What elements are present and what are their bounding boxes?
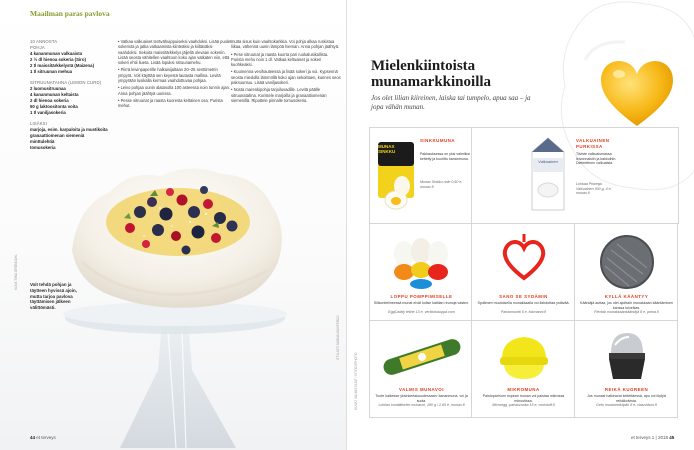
product-price: Lohilan kondiittorien munavoi, 180 g / 2,65 e, munax.fi [378, 403, 465, 407]
ingredient-item: minttulehtiä [30, 139, 55, 144]
product-grid [369, 127, 679, 420]
product-description: Tuote kaikesse yksinkertaisuudessaan: kananmuna, voi ja suola. [375, 394, 468, 403]
product-description: Silikonitelineessä munat eivät kolise kattilan reunoja vasten. [373, 301, 470, 305]
ingredient-list [30, 39, 110, 151]
product-name: SINKKUMUNA [420, 138, 456, 143]
product-card-turner [575, 224, 678, 321]
ingredient-item: 4 kananmunan keltaista [30, 92, 79, 97]
carton-label: Valkuainen [538, 159, 558, 164]
ingredient-item: marjoja, esim. karpaloita ja mustikoita [30, 127, 108, 132]
omelette-turner-image [597, 232, 657, 292]
munax-label: MUNAX SINKKU [378, 144, 396, 154]
microwave-egg-cooker-image [496, 329, 552, 385]
product-description: Tiiviste valkuaismassa leivonnaisiin ja kakkuihin. Dieteettinen valkuaista. [576, 152, 617, 166]
magazine-name-right: et terveys [631, 435, 651, 440]
ingredient-item: 2 luomusitruunaa [30, 86, 66, 91]
instruction-paragraph: • Pese sitruunat ja raasta kuorta pari ruokalusikallista. Purista mehu noin 1 dl. Vatkaa keltuaiset ja sokeri kuohkeaksi. [231, 51, 329, 68]
photo-credit-right: KUVAT VALMISTAJAT / ISTOCKPHOTO [354, 352, 358, 410]
product-description: Kääntäjä auttaa, jos olet ajoittain munakkaan kääntämisen kanssa toiveikas. [580, 301, 673, 310]
folio-right [631, 435, 674, 440]
egg-white-carton-image [528, 134, 568, 212]
product-name: REIKÄ KUOREEN [604, 387, 649, 392]
product-name: KYLLÄ KÄÄNTYY [604, 294, 649, 299]
ingredient-item: 2 tl maissitärkkelystä (Maizena) [30, 63, 95, 68]
stylist-credit: STYLISTI SANNA MUNTERUD [336, 315, 340, 360]
instruction-paragraph: mutta sisus kuin vaahtokarkkia. Voi pohja alkaa ruskistua liikaa, vähennä uunin lämpöä hieman. Anna pohjan jäähtyä. [231, 39, 340, 50]
page-number-left: 44 [30, 435, 36, 440]
ingredient-item: 1 tl vaniljasokeria [30, 110, 66, 115]
product-price: Gefu munanreikäpiiri 8 e, clasohlson.fi [596, 403, 657, 407]
ingredient-item: 1 tl sitruunan mehua [30, 69, 73, 74]
ingredient-section-heading: SITRUUNATAHNA (LEMON CURD) [30, 80, 102, 85]
product-name: VALKUAINEN PURKISSA [576, 138, 610, 149]
product-price: Microegg -paistovuoka 15 e, coolstuff.fi [492, 403, 555, 407]
product-price: EggCaddy teline 13 e, verkkokauppa.com [388, 310, 455, 314]
ingredient-item: granaattiomenan siemeniä [30, 133, 85, 138]
product-card-mikromuna [472, 321, 575, 418]
instruction-paragraph: • Leivo pohjaa uunin alatasolla 100 asteessa noin tunnin ajan. Anna pohjan jäähtyä uunissa. [118, 85, 231, 96]
product-card-egg-holder [369, 224, 472, 321]
ingredient-item: tomusokeria [30, 145, 56, 150]
instruction-paragraph: • Pesse sitruunat ja raasta kuoresta keltainen osa. Purista mehut. [118, 97, 223, 109]
product-card-sinkkumuna [369, 127, 472, 224]
issue-number: 1 | 2018 [651, 435, 668, 440]
ingredient-item: 2 ½ dl hienoa sokeria (Siro) [30, 57, 86, 62]
instruction-paragraph: • Kuumenna vesihauteessa ja lisää sokeri ja voi. Kypsennä seosta miedolla lämmöllä koko ajan sekoittaen, kunnes seos paksuuntuu. Lisää vaniljasokeri. [231, 69, 341, 86]
product-price: Lohkaa Priwega Valkuainen 500 g, 4 e, munax.fi [576, 182, 612, 196]
ingredient-item: 4 kananmunan valkuaista [30, 51, 83, 56]
instruction-paragraph: • Nosta marenkipohja tarjoiluvadille. Levitä päälle sitruunatahna. Koristele marjoilla ja granaattiomenan siemenillä. Ripottele pinnalle tomusokeria. [231, 87, 327, 103]
ingredient-section-heading: POHJA [30, 45, 45, 50]
product-price: Paistomuotti 5 e, tokmanni.fi [500, 310, 547, 314]
egg-piercer-image [603, 327, 651, 385]
product-description: Paistoparirium nopean munan voi paistaa mikrossa minuutissa. [482, 394, 565, 403]
right-page [347, 0, 694, 450]
product-description: Pakkauksessa on yksi valmiiksi keitetty ja kuorittu kananmuna. [420, 152, 470, 161]
product-card-munavoi [369, 321, 472, 418]
product-price: Munax Sinkku noin 0,60 e, munax.fi [420, 180, 463, 189]
photo-credit: KUVA TIINA GRÖNDAHL [14, 253, 18, 290]
ingredient-section-heading: LISÄKSI [30, 121, 47, 126]
product-description: Sydämen muotoisella munakkaalla voi ilahduttaa ystävää. [477, 301, 570, 305]
product-name: LOPPU POMPPIMISELLE [390, 294, 453, 299]
feature-title: Mielenkiintoista munamarkkinoilla [371, 58, 492, 90]
product-price: Flexfab munakkaankääntäjä 8 e, prima.fi [594, 310, 659, 314]
product-description: Jos munasi halkeavat keitettäessä, apu voi löytyä reikäkolvista. [587, 394, 666, 403]
recipe-title: Maailman paras pavlova [30, 9, 110, 18]
magazine-name-left: et terveys [36, 435, 56, 440]
photo-caption: Voit tehdä pohjan ja täytteen hyvissä ajoin, mutta tarjoa pavlova täyttämisen jälkeen välittömästi. [30, 282, 77, 311]
page-number-right: 45 [669, 435, 675, 440]
heart-mold-image [500, 234, 548, 290]
feature-dek: Jos olet lilian kiireinen, laiska tai tumpelo, apua saa – ja jopa vähän munan. [371, 94, 531, 111]
silicone-egg-holders-image [390, 234, 452, 290]
instructions-column-2 [231, 39, 341, 105]
instruction-paragraph: • Piirrä leivinpaperille halkaisijaltaan 20–25 senttimetrin ympyrä. Voit käyttää sen keyestä lautasta mallina. Levitä ympyrään lusikalla kermaa vaahdottuvaa pohjaa. [118, 67, 221, 84]
instructions-column-1 [118, 39, 232, 111]
product-name: SANO SE SYDÄMIN [499, 294, 548, 299]
folio-left [30, 435, 56, 440]
product-card-heart-mold [472, 224, 575, 321]
ingredient-item: 2 dl hienoa sokeria [30, 98, 69, 103]
ingredient-section-heading: 10 ANNOSTA [30, 39, 58, 44]
product-card-egg-piercer [575, 321, 678, 418]
product-name: VALMIS MUNAVOI [399, 387, 444, 392]
product-card-valkuainen [472, 127, 679, 224]
ingredient-item: 50 g laktoositonta voita [30, 104, 78, 109]
munavoi-package-image [378, 327, 466, 387]
instruction-paragraph: • Vatkaa valkuaiset terävähuippuiseksi vaahdoksi. Lisää puolet sokerista ja jatka vatkaamista kiinteäksi ja kiiltäväksi vaahdoksi. Sekoita maissitärkkelys jäljellä olevaan sokeriin. Lisää seosta vähitellen vaahtoon koko ajan vatkaten niin, että sokeri ehtii liueta. Lisää lopuksi sitruunamehu. [118, 39, 232, 66]
product-name: MIKROMUNA [507, 387, 540, 392]
